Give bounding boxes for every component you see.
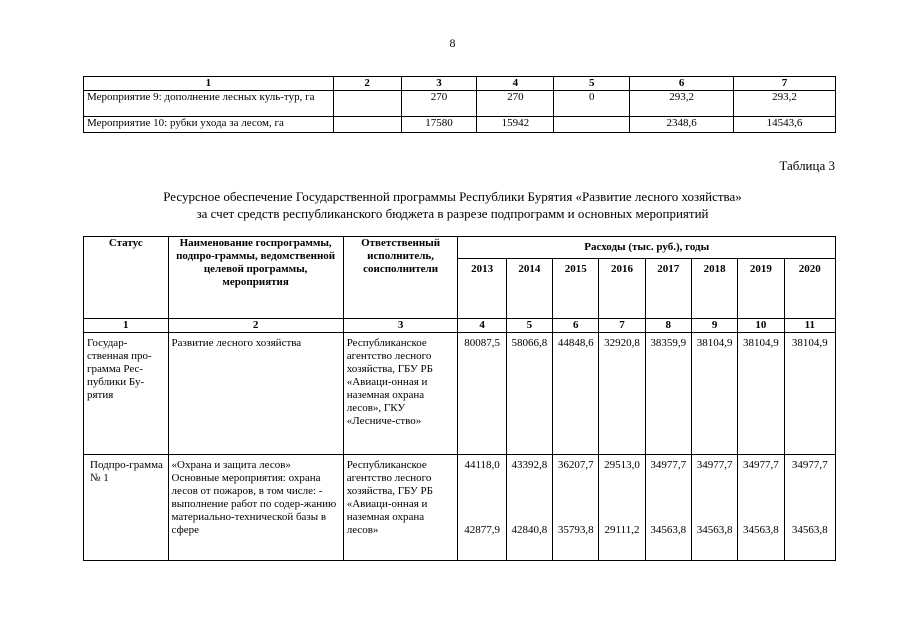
year-header: 2017	[645, 259, 691, 319]
executor-cell: Республиканское агентство лесного хозяйства, ГБУ РБ «Авиаци-онная и наземная охрана лесов»	[343, 455, 458, 561]
cell: Мероприятие 9: дополнение лесных куль-тур, га	[84, 91, 334, 117]
value-cell	[458, 455, 506, 561]
cell	[333, 117, 401, 133]
value-b: 29111,2	[604, 524, 640, 536]
year-header: 2014	[506, 259, 552, 319]
table-row	[84, 455, 836, 561]
status-cell: Государ-ственная про-грамма Рес-публики Бу-рятия	[84, 333, 169, 455]
table-title	[0, 188, 905, 222]
table-row	[84, 91, 836, 117]
cell: 15942	[477, 117, 554, 133]
title-line: Ресурсное обеспечение Государственной программы Республики Бурятия «Развитие лесного хозяйства»	[163, 189, 742, 204]
value-a: 34977,7	[650, 459, 687, 471]
col-header: 7	[734, 77, 836, 91]
value-cell	[506, 455, 552, 561]
col-header: 1	[84, 77, 334, 91]
col-number: 5	[506, 319, 552, 333]
value-cell: 80087,5	[458, 333, 506, 455]
value-cell	[691, 455, 737, 561]
header-status: Статус	[84, 237, 169, 319]
header-executor: Ответственный исполнитель, соисполнители	[343, 237, 458, 319]
col-number: 7	[599, 319, 645, 333]
year-header: 2018	[691, 259, 737, 319]
value-a: 34977,7	[791, 459, 828, 471]
value-b: 42877,9	[464, 524, 500, 536]
value-cell	[784, 455, 835, 561]
resource-table	[83, 236, 836, 561]
col-number: 4	[458, 319, 506, 333]
value-cell: 58066,8	[506, 333, 552, 455]
col-header: 3	[401, 77, 477, 91]
value-a: 34977,7	[696, 459, 733, 471]
header-expenses: Расходы (тыс. руб.), годы	[458, 237, 836, 259]
value-cell: 38104,9	[691, 333, 737, 455]
value-a: 29513,0	[604, 459, 640, 471]
cell: 293,2	[734, 91, 836, 117]
table-label: Таблица 3	[779, 158, 835, 173]
value-cell	[738, 455, 784, 561]
value-cell: 32920,8	[599, 333, 645, 455]
value-b: 34563,8	[791, 524, 828, 536]
value-a: 43392,8	[511, 459, 548, 471]
col-number: 2	[168, 319, 343, 333]
executor-cell: Республиканское агентство лесного хозяйства, ГБУ РБ «Авиаци-онная и наземная охрана лесов», ГКУ «Лесниче-ство»	[343, 333, 458, 455]
cell: Мероприятие 10: рубки ухода за лесом, га	[84, 117, 334, 133]
value-cell	[553, 455, 599, 561]
cell: 270	[477, 91, 554, 117]
cell: 270	[401, 91, 477, 117]
status-cell: Подпро-грамма № 1	[84, 455, 169, 561]
title-line: за счет средств республиканского бюджета в разрезе подпрограмм и основных мероприятий	[196, 206, 709, 221]
value-cell	[599, 455, 645, 561]
col-header: 5	[554, 77, 630, 91]
name-cell: «Охрана и защита лесов» Основные мероприятия: охрана лесов от пожаров, в том числе: - выполнение работ по содер-жанию материально-технической базы в сфере	[168, 455, 343, 561]
cell	[554, 117, 630, 133]
value-b: 34563,8	[696, 524, 733, 536]
value-b: 34563,8	[650, 524, 687, 536]
value-a: 44118,0	[464, 459, 500, 471]
year-header: 2015	[553, 259, 599, 319]
value-b: 42840,8	[511, 524, 548, 536]
year-header: 2019	[738, 259, 784, 319]
column-number-row	[84, 319, 836, 333]
continuation-table	[83, 76, 836, 133]
value-cell: 38359,9	[645, 333, 691, 455]
table-header-row	[84, 237, 836, 259]
year-header: 2013	[458, 259, 506, 319]
value-cell: 38104,9	[738, 333, 784, 455]
table-row	[84, 333, 836, 455]
page-number: 8	[449, 36, 456, 50]
cell: 14543,6	[734, 117, 836, 133]
header-name: Наименование госпрограммы, подпро-граммы, ведомственной целевой программы, мероприятия	[168, 237, 343, 319]
cell: 293,2	[630, 91, 734, 117]
col-header: 6	[630, 77, 734, 91]
value-b: 34563,8	[743, 524, 779, 536]
col-number: 6	[553, 319, 599, 333]
col-number: 3	[343, 319, 458, 333]
value-cell	[645, 455, 691, 561]
col-number: 10	[738, 319, 784, 333]
value-cell: 44848,6	[553, 333, 599, 455]
cell: 0	[554, 91, 630, 117]
value-a: 36207,7	[557, 459, 594, 471]
col-number: 11	[784, 319, 835, 333]
value-cell: 38104,9	[784, 333, 835, 455]
value-a: 34977,7	[743, 459, 779, 471]
cell	[333, 91, 401, 117]
col-header: 4	[477, 77, 554, 91]
name-cell: Развитие лесного хозяйства	[168, 333, 343, 455]
cell: 2348,6	[630, 117, 734, 133]
year-header: 2016	[599, 259, 645, 319]
col-number: 1	[84, 319, 169, 333]
value-b: 35793,8	[557, 524, 594, 536]
table-header-row	[84, 77, 836, 91]
table-row	[84, 117, 836, 133]
col-number: 9	[691, 319, 737, 333]
col-header: 2	[333, 77, 401, 91]
cell: 17580	[401, 117, 477, 133]
col-number: 8	[645, 319, 691, 333]
year-header: 2020	[784, 259, 835, 319]
